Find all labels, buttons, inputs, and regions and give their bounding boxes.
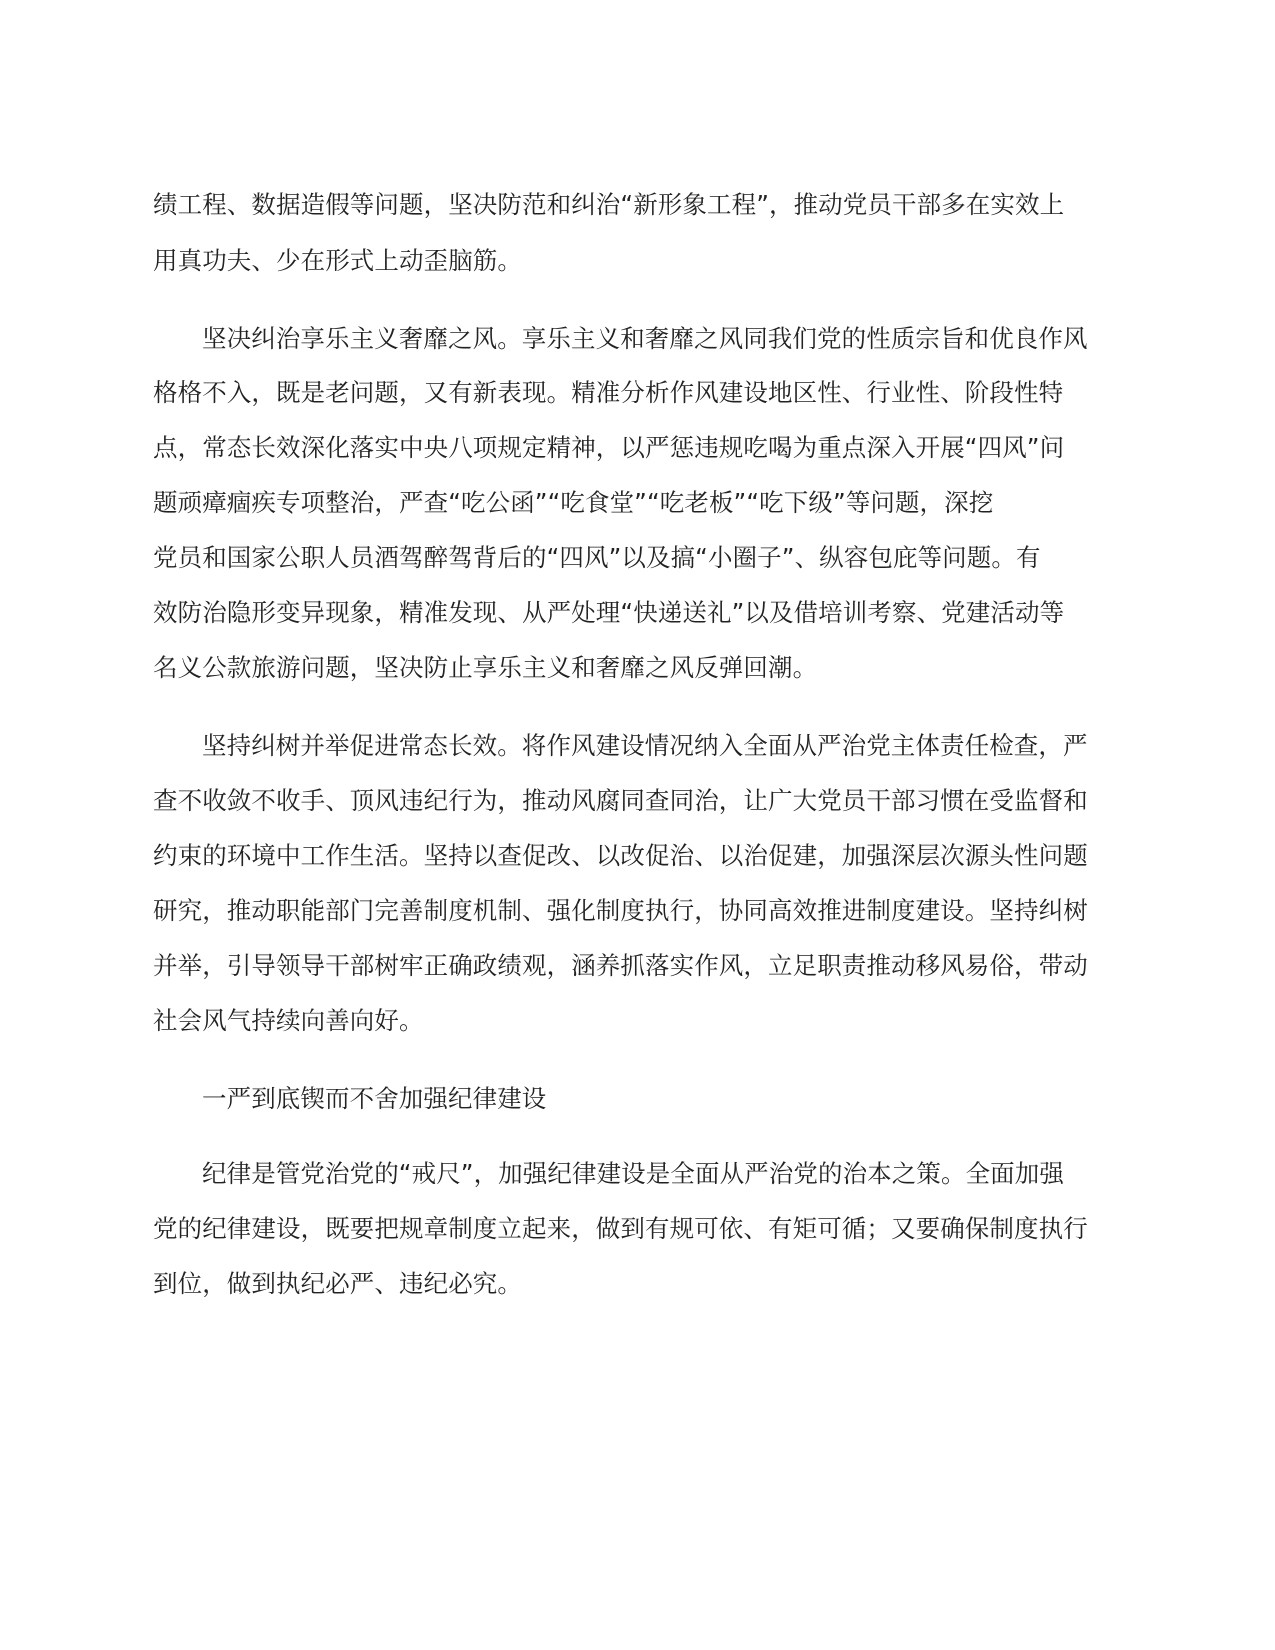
paragraph-line: 格格不入，既是老问题，又有新表现。精准分析作风建设地区性、行业性、阶段性特	[153, 378, 1064, 407]
paragraph-line: 查不收敛不收手、顶风违纪行为，推动风腐同查同治，让广大党员干部习惯在受监督和	[153, 786, 1088, 815]
paragraph-first-line: 纪律是管党治党的“戒尺”，加强纪律建设是全面从严治党的治本之策。全面加强	[202, 1159, 1064, 1188]
paragraph-line: 名义公款旅游问题，坚决防止享乐主义和奢靡之风反弹回潮。	[153, 653, 818, 682]
paragraph-first-line: 坚持纠树并举促进常态长效。将作风建设情况纳入全面从严治党主体责任检查，严	[202, 731, 1088, 760]
paragraph-line: 研究，推动职能部门完善制度机制、强化制度执行，协同高效推进制度建设。坚持纠树	[153, 896, 1088, 925]
paragraph-line: 用真功夫、少在形式上动歪脑筋。	[153, 246, 522, 275]
paragraph-line: 点，常态长效深化落实中央八项规定精神，以严惩违规吃喝为重点深入开展“四风”问	[153, 433, 1065, 462]
paragraph-line: 党的纪律建设，既要把规章制度立起来，做到有规可依、有矩可循；又要确保制度执行	[153, 1214, 1088, 1243]
paragraph-line: 题顽瘴痼疾专项整治，严查“吃公函”“吃食堂”“吃老板”“吃下级”等问题，深挖	[153, 488, 994, 517]
paragraph-line: 效防治隐形变异现象，精准发现、从严处理“快递送礼”以及借培训考察、党建活动等	[153, 598, 1065, 627]
paragraph-line: 党员和国家公职人员酒驾醉驾背后的“四风”以及搞“小圈子”、纵容包庇等问题。有	[153, 543, 1041, 572]
paragraph-line: 约束的环境中工作生活。坚持以查促改、以改促治、以治促建，加强深层次源头性问题	[153, 841, 1088, 870]
paragraph-line: 社会风气持续向善向好。	[153, 1006, 424, 1035]
paragraph-line: 绩工程、数据造假等问题，坚决防范和纠治“新形象工程”，推动党员干部多在实效上	[153, 190, 1065, 219]
paragraph-line: 并举，引导领导干部树牢正确政绩观，涵养抓落实作风，立足职责推动移风易俗，带动	[153, 951, 1088, 980]
section-heading: 一严到底锲而不舍加强纪律建设	[202, 1084, 547, 1113]
paragraph-line: 到位，做到执纪必严、违纪必究。	[153, 1269, 522, 1298]
paragraph-first-line: 坚决纠治享乐主义奢靡之风。享乐主义和奢靡之风同我们党的性质宗旨和优良作风	[202, 324, 1088, 353]
